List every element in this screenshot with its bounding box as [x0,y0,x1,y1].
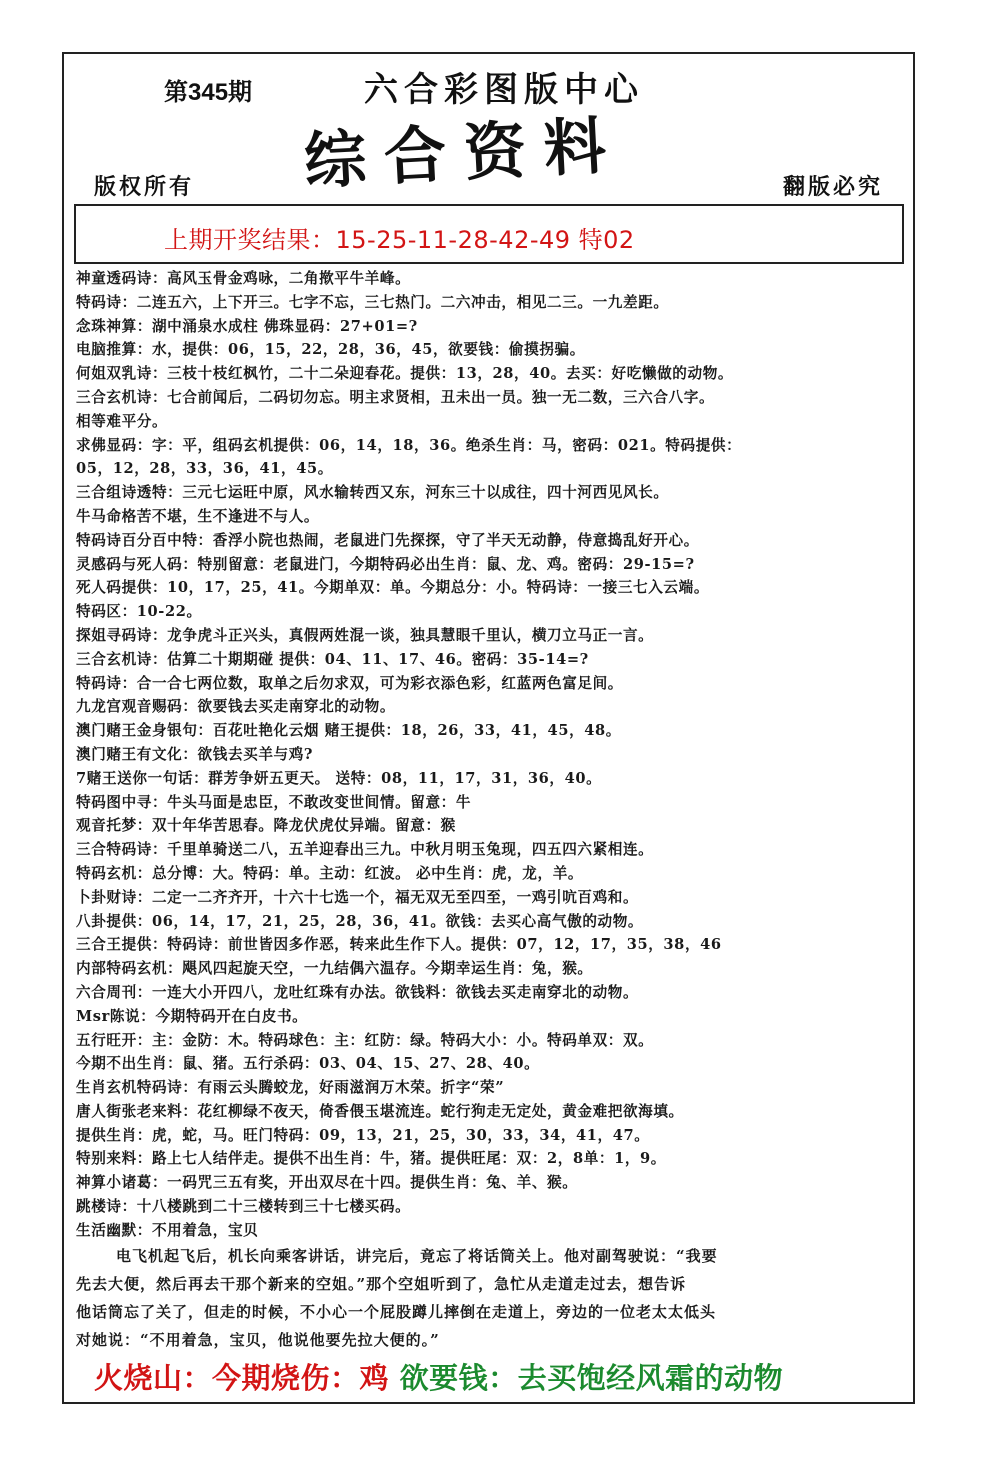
last-draw-result-text: 上期开奖结果：15-25-11-28-42-49 特02 [164,226,635,254]
text-line: 生活幽默：不用着急，宝贝 [76,1221,259,1239]
text-line: 7赌王送你一句话：群芳争妍五更天。 送特：08，11，17，31，36，40。 [76,769,602,787]
text-line: 跳楼诗：十八楼跳到二十三楼转到三十七楼买码。 [76,1198,411,1216]
footer-money-label: 欲要钱：去买饱经风霜的动物 [399,1361,784,1395]
text-line: 今期不出生肖：鼠、猪。五行杀码：03、04、15、27、28、40。 [76,1055,540,1073]
text-line: 提供生肖：虎，蛇，马。旺门特码：09，13，21，25，30，33，34，41，47。 [76,1126,650,1144]
piracy-warning-label: 翻版必究 [782,174,883,200]
text-line: 三合玄机诗：七合前闻后，二码切勿忘。明主求贤相，丑未出一员。独一无二数，三六合八字。 [76,388,715,406]
last-draw-result-box [74,204,904,264]
text-line: 何姐双乳诗：三枝十枝红枫竹，二十二朵迎春花。提供：13，28，40。去买：好吃懒做的动物。 [76,365,734,383]
text-line: 死人码提供：10，17，25，41。今期单双：单。今期总分：小。特码诗：一接三七入云端。 [76,579,710,597]
text-line: 神童透码诗：高风玉骨金鸡咏，二角揿平牛羊峰。 [76,270,411,287]
text-line: 05，12，28，33，36，41，45。 [76,460,333,478]
story-line: 先去大便，然后再去干那个新来的空姐。”那个空姐听到了，急忙从走道走过去，想告诉 [76,1275,687,1293]
text-line: 特别来料：路上七人结伴走。提供不出生肖：牛，猪。提供旺尾：双：2，8单：1，9。 [76,1150,666,1168]
footer-fire-label: 火烧山：今期烧伤：鸡 [94,1361,390,1395]
prediction-lines [76,267,910,1243]
big-title: 综合资料 [302,108,626,198]
text-line: 三合玄机诗：估算二十期期碰 提供：04、11、17、46。密码：35-14=? [76,650,589,668]
text-line: 内部特码玄机：飓风四起旋天空，一九结偶六温存。今期幸运生肖：兔，猴。 [76,960,593,978]
text-line: 神算小诸葛：一码咒三五有奖，开出双尽在十四。提供生肖：兔、羊、猴。 [76,1174,578,1192]
text-line: 探姐寻码诗：龙争虎斗正兴头，真假两姓混一谈，独具慧眼千里认，横刀立马正一言。 [76,626,654,644]
text-line: 澳门赌王金身银句：百花吐艳化云烟 赌王提供：18，26，33，41，45，48。 [76,722,621,740]
newsletter-sheet [62,52,915,1404]
text-line: 特码诗：合一合七两位数，取单之后勿求双，可为彩衣添色彩，红蓝两色富足间。 [76,674,623,692]
text-line: 卜卦财诗：二定一二齐齐开，十六十七选一个，福无双无至四至，一鸡引吭百鸡和。 [76,888,639,906]
text-line: 五行旺开：主：金防：木。特码球色：主：红防：绿。特码大小：小。特码单双：双。 [76,1031,654,1049]
text-line: 求佛显码：字：平，组码玄机提供：06，14，18，36。绝杀生肖：马，密码：021。特码提供： [76,436,742,454]
text-line: 唐人街张老来料：花红柳绿不夜天，倚香偎玉堪流连。蛇行狗走无定处，黄金难把欲海填。 [76,1102,684,1120]
humor-story [76,1242,910,1354]
text-line: 特码诗：二连五六，上下开三。七字不忘，三七热门。二六冲击，相见二三。一九差距。 [76,293,669,311]
text-line: 生肖玄机特码诗：有雨云头腾蛟龙，好雨滋润万木荣。折字“荣” [76,1079,505,1097]
text-line: 三合王提供：特码诗：前世皆因多作恶，转来此生作下人。提供：07，12，17，35，38，46 [76,936,722,954]
story-line: 对她说：“不用着急，宝贝，他说他要先拉大便的。” [76,1331,440,1349]
story-line: 他话筒忘了关了，但走的时候，不小心一个屁股蹲儿摔倒在走道上，旁边的一位老太太低头 [76,1303,717,1321]
text-line: 特码诗百分百中特：香浮小院也热闹，老鼠进门先探探，守了半天无动静，侍意捣乱好开心。 [76,531,699,549]
text-line: 特码区：10-22。 [76,603,202,621]
copyright-label: 版权所有 [94,174,195,200]
text-line: 澳门赌王有文化：欲钱去买羊与鸡? [76,745,314,763]
text-line: Msr陈说：今期特码开在白皮书。 [76,1007,308,1025]
text-line: 六合周刊：一连大小开四八，龙吐红珠有办法。欲钱料：欲钱去买走南穿北的动物。 [76,983,639,1001]
text-line: 特码图中寻：牛头马面是忠臣，不敢改变世间情。留意：牛 [76,793,472,811]
text-line: 九龙宫观音赐码：欲要钱去买走南穿北的动物。 [76,698,396,716]
text-line: 相等难平分。 [76,412,168,430]
text-line: 三合组诗透特：三元七运旺中原，风水输转西又东，河东三十以成往，四十河西见风长。 [76,484,669,502]
center-title: 六合彩图版中心 [364,70,644,110]
text-line: 牛马命格苦不堪，生不逢进不与人。 [76,507,320,525]
text-line: 特码玄机：总分博：大。特码：单。主动：红波。 必中生肖：虎，龙，羊。 [76,864,584,882]
text-line: 八卦提供：06，14，17，21，25，28，36，41。欲钱：去买心高气傲的动物。 [76,912,644,930]
issue-number: 第345期 [164,79,253,106]
text-line: 观音托梦：双十年华苦思春。降龙伏虎仗异端。留意：猴 [76,817,456,835]
text-line: 三合特码诗：千里单骑送二八，五羊迎春出三九。中秋月明玉兔现，四五四六紧相连。 [76,841,654,859]
text-line: 念珠神算：湖中涌泉水成柱 佛珠显码：27+01=? [76,317,418,335]
story-line: 电飞机起飞后，机长向乘客讲话，讲完后，竟忘了将话筒关上。他对副驾驶说：“我要 [116,1247,718,1265]
text-line: 灵感码与死人码：特别留意：老鼠进门，今期特码必出生肖：鼠、龙、鸡。密码：29-15=? [76,555,695,573]
text-line: 电脑推算：水，提供：06，15，22，28，36，45，欲要钱：偷摸拐骗。 [76,341,585,359]
footer-banner [94,1356,783,1397]
